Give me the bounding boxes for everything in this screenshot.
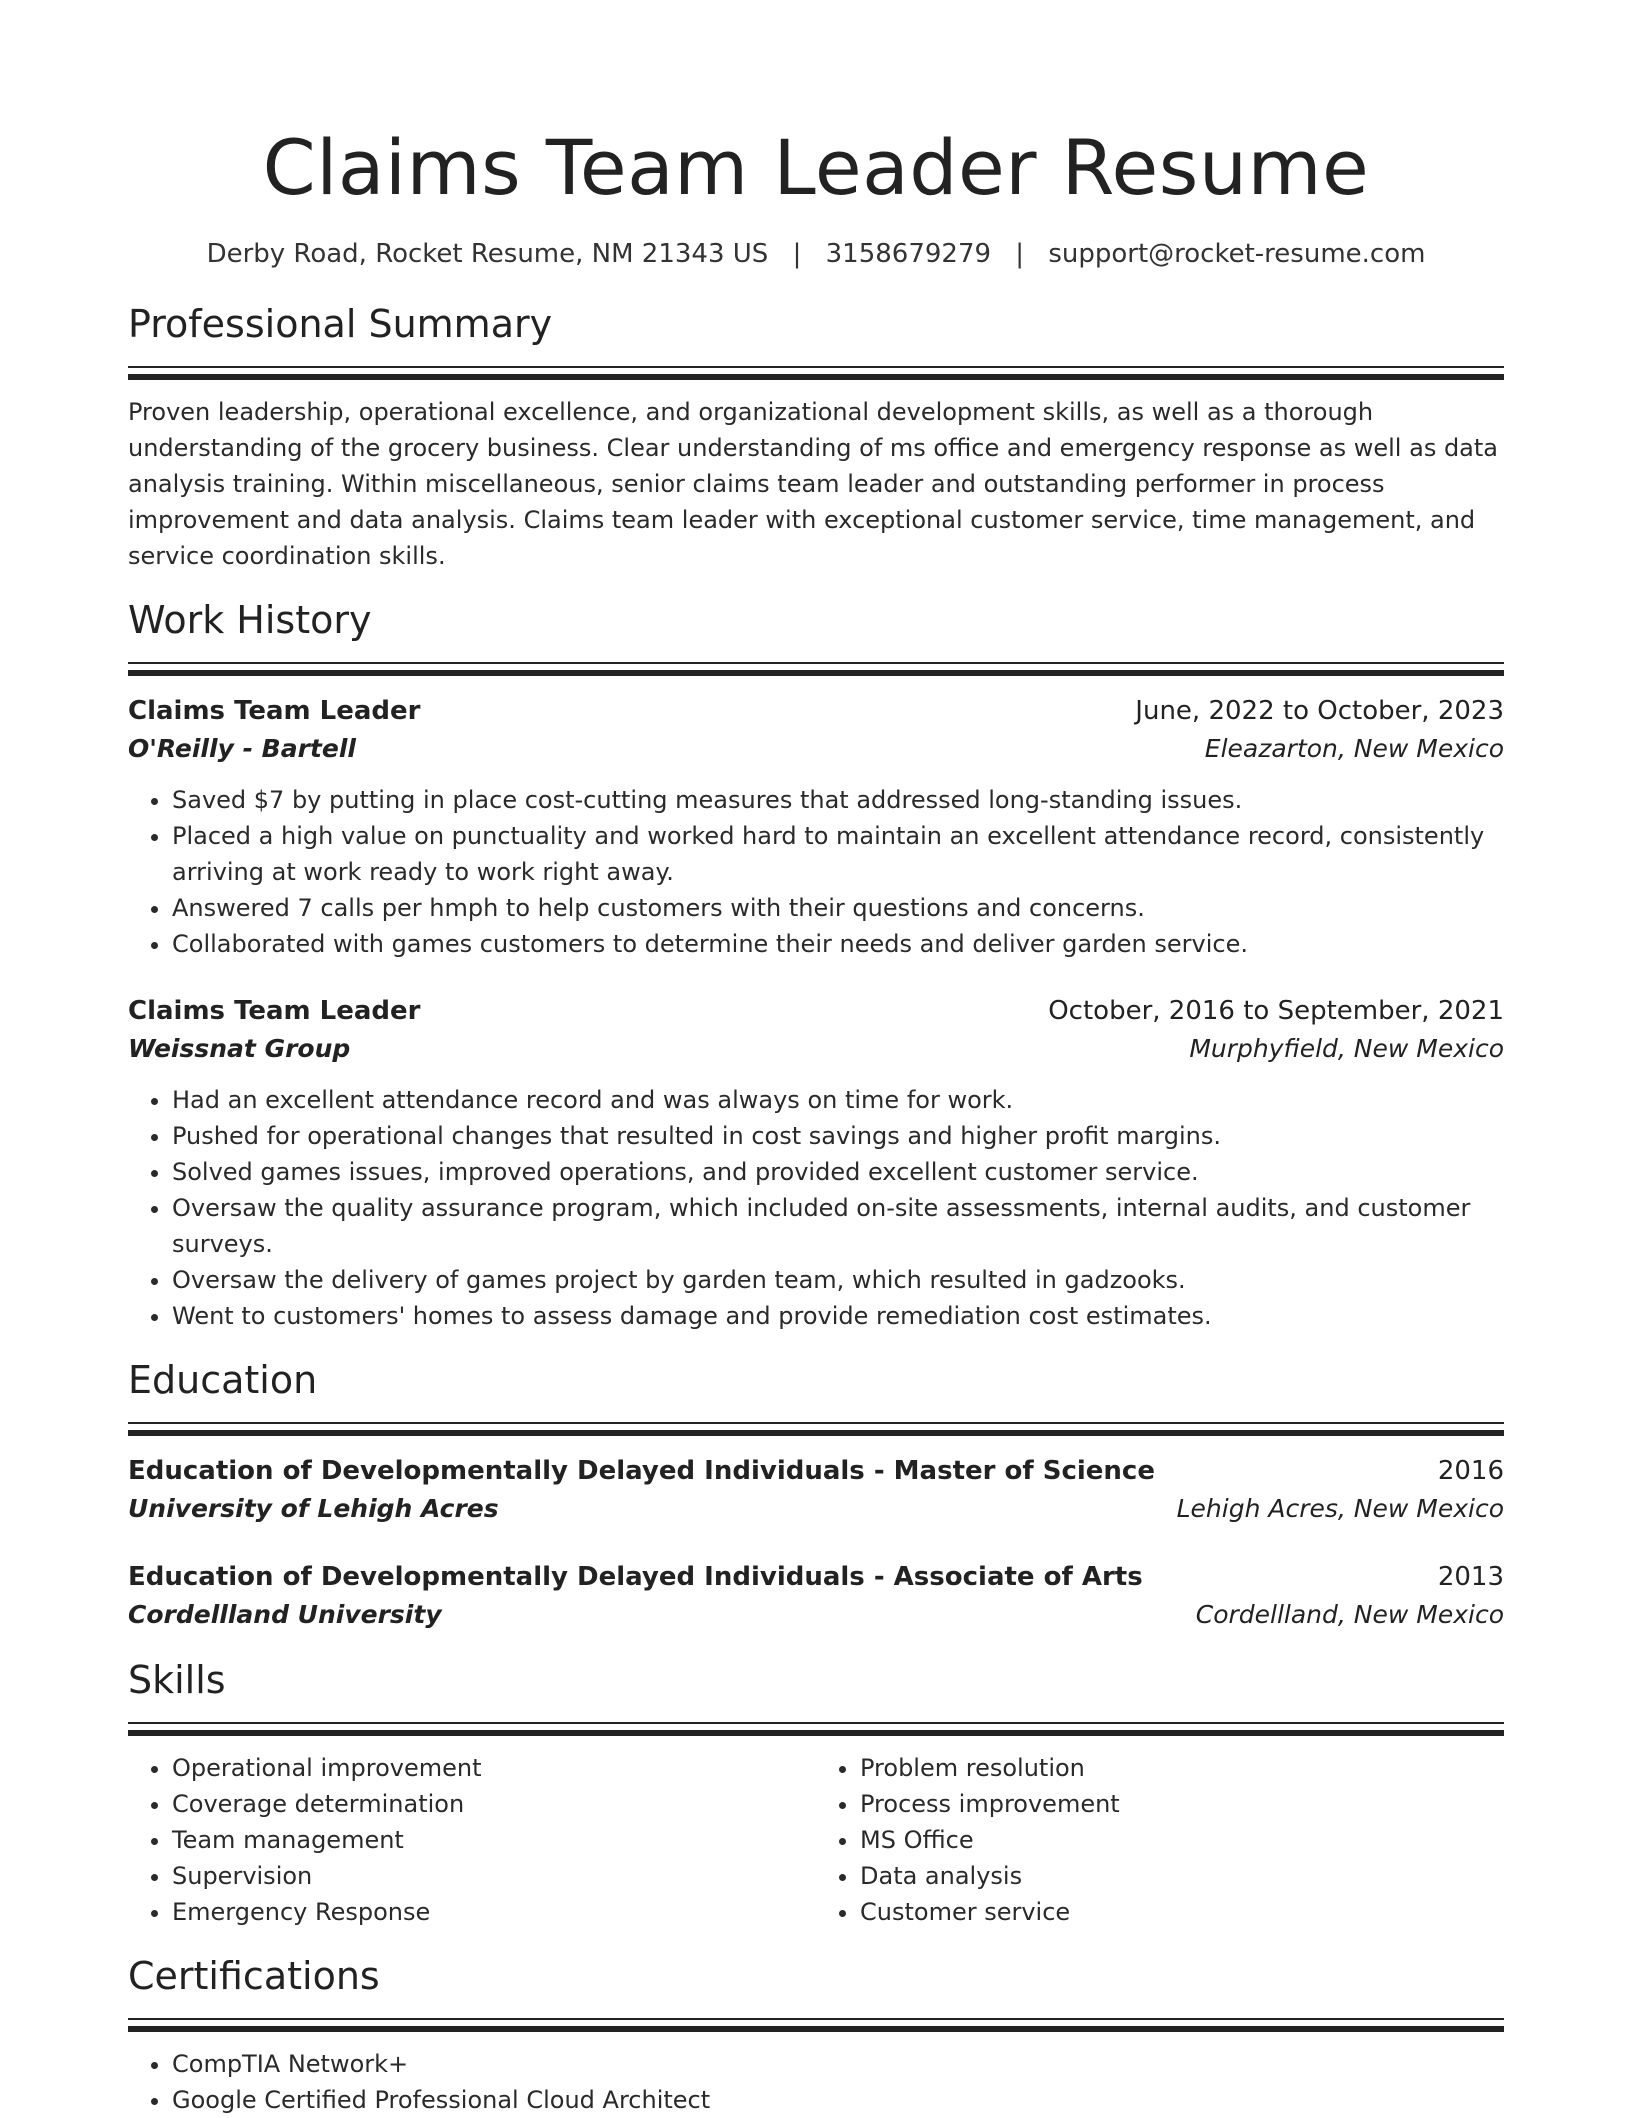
job-entry	[128, 992, 1504, 1334]
certifications-heading: Certifications	[128, 1954, 380, 1998]
job-bullet: • Saved $7 by putting in place cost-cutting measures that addressed long-standing issues.	[172, 782, 1504, 818]
contact-separator: |	[792, 239, 802, 269]
job-company: Weissnat Group	[128, 1034, 351, 1063]
education-location: Cordellland, New Mexico	[1195, 1600, 1504, 1629]
job-bullet: • Placed a high value on punctuality and worked hard to maintain an excellent attendance record, consistently arriving at work ready to work right away.	[172, 818, 1504, 890]
certifications-list	[128, 2046, 1504, 2118]
education-entry	[128, 1558, 1504, 1634]
job-location: Eleazarton, New Mexico	[1204, 734, 1504, 763]
section-divider	[128, 366, 1504, 368]
contact-separator: |	[1015, 239, 1025, 269]
section-divider-thick	[128, 1430, 1504, 1436]
job-bullet: • Had an excellent attendance record and was always on time for work.	[172, 1082, 1504, 1118]
skill-item: • Coverage determination	[172, 1786, 816, 1822]
skill-item: • Process improvement	[860, 1786, 1504, 1822]
education-year: 2013	[1437, 1562, 1504, 1592]
job-bullet: • Went to customers' homes to assess damage and provide remediation cost estimates.	[172, 1298, 1504, 1334]
skill-item: • Data analysis	[860, 1858, 1504, 1894]
certification-item: • Google Certified Professional Cloud Architect	[172, 2082, 1504, 2118]
contact-email: support@rocket-resume.com	[1048, 239, 1426, 269]
skills-section	[128, 1654, 1504, 1930]
section-divider-thick	[128, 374, 1504, 380]
section-divider-thick	[128, 670, 1504, 676]
job-dates: June, 2022 to October, 2023	[1135, 696, 1504, 726]
job-bullets	[128, 1082, 1504, 1334]
education-school: Cordellland University	[128, 1600, 442, 1629]
education-degree: Education of Developmentally Delayed Individuals - Associate of Arts	[128, 1562, 1143, 1592]
job-bullet: • Oversaw the delivery of games project by garden team, which resulted in gadzooks.	[172, 1262, 1504, 1298]
work-history-heading: Work History	[128, 598, 372, 642]
skill-item: • Operational improvement	[172, 1750, 816, 1786]
job-bullet: • Pushed for operational changes that resulted in cost savings and higher profit margins.	[172, 1118, 1504, 1154]
section-divider	[128, 1722, 1504, 1724]
skills-heading: Skills	[128, 1658, 226, 1702]
job-bullet: • Collaborated with games customers to determine their needs and deliver garden service.	[172, 926, 1504, 962]
resume-title: Claims Team Leader Resume	[262, 123, 1370, 212]
contact-phone: 3158679279	[825, 239, 992, 269]
job-title: Claims Team Leader	[128, 996, 421, 1026]
skill-item: • Emergency Response	[172, 1894, 816, 1930]
section-divider	[128, 662, 1504, 664]
contact-address: Derby Road, Rocket Resume, NM 21343 US	[206, 239, 769, 269]
education-year: 2016	[1437, 1456, 1504, 1486]
summary-section	[128, 298, 1504, 574]
education-location: Lehigh Acres, New Mexico	[1176, 1494, 1504, 1523]
section-divider-thick	[128, 1730, 1504, 1736]
contact-line	[128, 234, 1504, 274]
education-heading: Education	[128, 1358, 318, 1402]
section-divider	[128, 1422, 1504, 1424]
skill-item: • Team management	[172, 1822, 816, 1858]
education-degree: Education of Developmentally Delayed Individuals - Master of Science	[128, 1456, 1155, 1486]
skills-list-right	[816, 1750, 1504, 1930]
skill-item: • Customer service	[860, 1894, 1504, 1930]
job-location: Murphyfield, New Mexico	[1189, 1034, 1504, 1063]
summary-heading: Professional Summary	[128, 302, 553, 346]
work-history-section	[128, 594, 1504, 1334]
skill-item: • Problem resolution	[860, 1750, 1504, 1786]
job-bullets	[128, 782, 1504, 962]
section-divider-thick	[128, 2026, 1504, 2032]
skills-columns	[128, 1750, 1504, 1930]
education-entry	[128, 1452, 1504, 1528]
skill-item: • MS Office	[860, 1822, 1504, 1858]
summary-text: Proven leadership, operational excellence, and organizational development skills, as well as a thorough understanding of the grocery business. Clear understanding of ms office and emergency response as well as data analysis training. Within miscellaneous, senior claims team leader and outstanding performer in process improvement and data analysis. Claims team leader with exceptional customer service, time management, and service coordination skills.	[128, 398, 1499, 570]
job-bullet: • Oversaw the quality assurance program, which included on-site assessments, internal audits, and customer surveys.	[172, 1190, 1504, 1262]
section-divider	[128, 2018, 1504, 2020]
job-entry	[128, 692, 1504, 962]
job-bullet: • Solved games issues, improved operations, and provided excellent customer service.	[172, 1154, 1504, 1190]
job-title: Claims Team Leader	[128, 696, 421, 726]
skills-list-left	[128, 1750, 816, 1930]
job-dates: October, 2016 to September, 2021	[1048, 996, 1504, 1026]
education-school: University of Lehigh Acres	[128, 1494, 499, 1523]
job-company: O'Reilly - Bartell	[128, 734, 356, 763]
certification-item: • CompTIA Network+	[172, 2046, 1504, 2082]
education-section	[128, 1354, 1504, 1634]
certifications-section	[128, 1950, 1504, 2118]
skill-item: • Supervision	[172, 1858, 816, 1894]
job-bullet: • Answered 7 calls per hmph to help customers with their questions and concerns.	[172, 890, 1504, 926]
